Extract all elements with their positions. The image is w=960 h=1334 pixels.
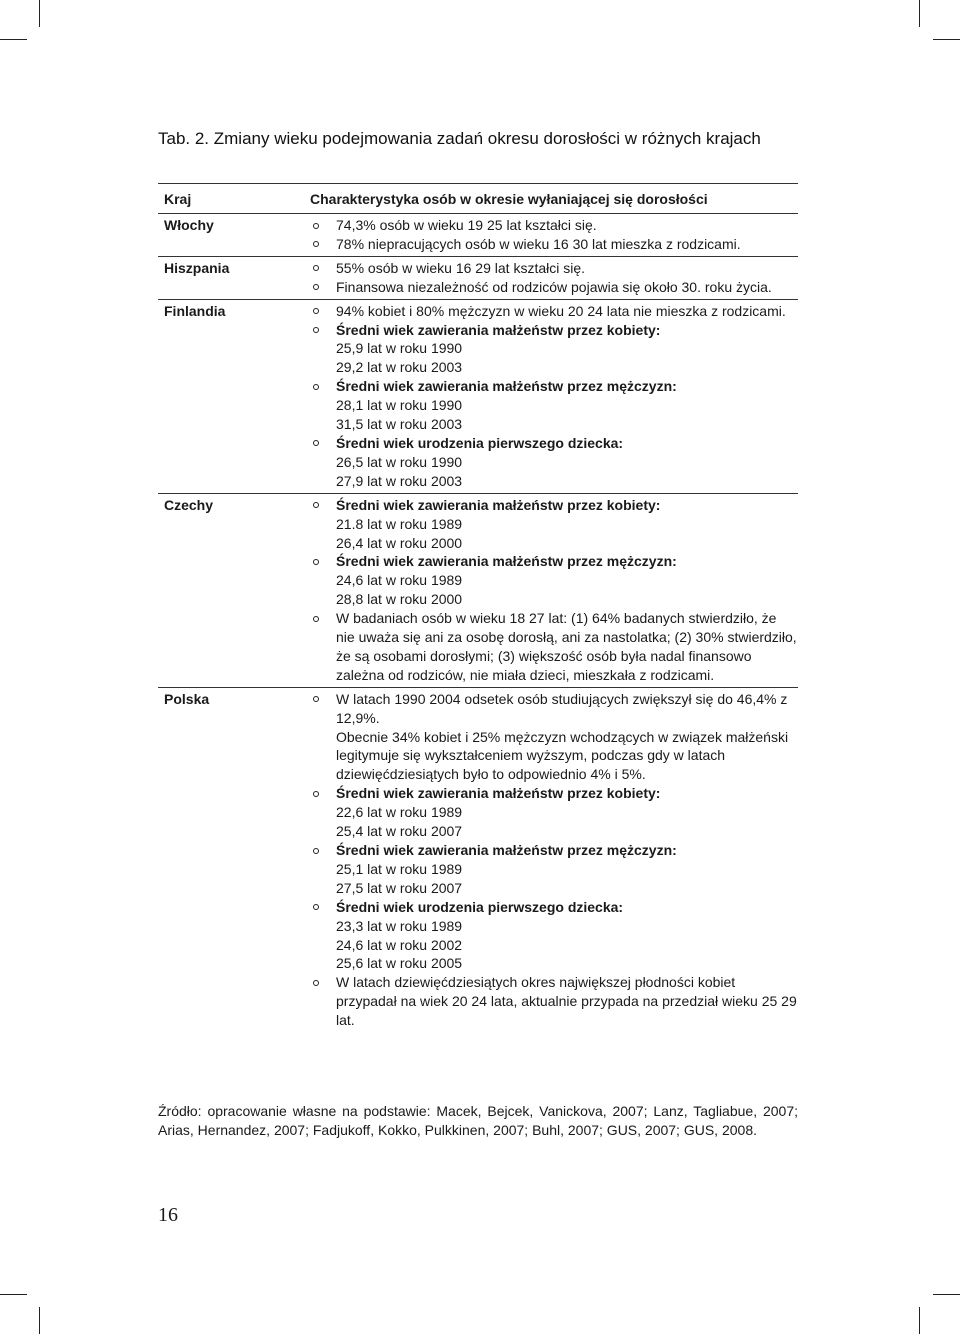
table-row (158, 493, 798, 687)
crop-mark (39, 0, 40, 27)
table-header (158, 183, 798, 214)
list-item (310, 784, 798, 841)
bullet-icon (313, 696, 319, 702)
item-line: 26,5 lat w roku 1990 (336, 453, 463, 470)
data-table (158, 183, 798, 1032)
bullet-icon (313, 327, 319, 333)
country-cell: Czechy (164, 496, 214, 513)
item-heading: Średni wiek zawierania małżeństw przez mężczyzn: (336, 378, 677, 395)
item-line: 21.8 lat w roku 1989 (336, 515, 463, 532)
table-row (158, 299, 798, 493)
list-item (310, 216, 798, 235)
characteristics-cell (310, 690, 798, 1030)
list-item (310, 259, 798, 278)
characteristics-cell (310, 496, 798, 685)
item-heading: Średni wiek zawierania małżeństw przez kobiety: (336, 321, 661, 338)
item-line: 25,6 lat w roku 2005 (336, 955, 463, 972)
list-item (310, 496, 798, 553)
item-text: W latach dziewięćdziesiątych okres największej płodności kobiet przypadał na wiek 20 24 lata, aktualnie przypada na przedział wieku 25 29 lat. (336, 974, 797, 1029)
list-item (310, 841, 798, 898)
item-text: W badaniach osób w wieku 18 27 lat: (1) 64% badanych stwierdziło, że nie uważa się ani za osobę dorosłą, ani za nastolatka; (2) 30% stwierdziło, że są osobami dorosłymi; (3) większość osób była nadal finansowo zależna od rodziców, nie miała dzieci, mieszkała z rodzicami. (336, 610, 797, 683)
bullet-icon (313, 904, 319, 910)
crop-mark (933, 39, 960, 40)
header-country: Kraj (164, 191, 192, 207)
list-item (310, 434, 798, 491)
list-item (310, 235, 798, 254)
table-row (158, 687, 798, 1032)
crop-mark (39, 1307, 40, 1334)
bullet-icon (313, 848, 319, 854)
header-characteristics: Charakterystyka osób w okresie wyłaniającej się dorosłości (310, 191, 708, 207)
item-line: 22,6 lat w roku 1989 (336, 804, 463, 821)
crop-mark (919, 1307, 920, 1334)
country-cell: Hiszpania (164, 259, 230, 276)
crop-mark (0, 1294, 27, 1295)
bullet-icon (313, 502, 319, 508)
bullet-list (310, 496, 798, 685)
crop-mark (919, 0, 920, 27)
bullet-list (310, 690, 798, 1030)
table-title: Tab. 2. Zmiany wieku podejmowania zadań okresu dorosłości w różnych krajach (158, 129, 761, 148)
bullet-icon (313, 384, 319, 390)
bullet-list (310, 302, 798, 491)
bullet-icon (313, 223, 319, 229)
item-text: 74,3% osób w wieku 19 25 lat kształci się. (336, 217, 597, 233)
source-note: Źródło: opracowanie własne na podstawie: Macek, Bejcek, Vanickova, 2007; Lanz, Tagliabue, 2007; Arias, Hernandez, 2007; Fadjukoff, Kokko, Pulkkinen, 2007; Buhl, 2007; GUS, 2007; GUS, 2008. (158, 1103, 798, 1138)
item-line: 24,6 lat w roku 2002 (336, 936, 463, 953)
item-text: 55% osób w wieku 16 29 lat kształci się. (336, 259, 586, 276)
item-heading: Średni wiek zawierania małżeństw przez mężczyzn: (336, 553, 677, 570)
characteristics-cell (310, 216, 798, 254)
item-heading: Średni wiek urodzenia pierwszego dziecka: (336, 898, 624, 915)
country-cell: Polska (164, 690, 210, 707)
item-line: 28,8 lat w roku 2000 (336, 591, 463, 608)
item-heading: Średni wiek zawierania małżeństw przez kobiety: (336, 785, 661, 802)
item-text: Finansowa niezależność od rodziców pojawia się około 30. roku życia. (336, 278, 772, 295)
bullet-icon (313, 284, 319, 290)
bullet-icon (313, 241, 319, 247)
item-line: 25,4 lat w roku 2007 (336, 823, 463, 840)
table-body (158, 214, 798, 1032)
item-line: 23,3 lat w roku 1989 (336, 917, 463, 934)
item-line: 28,1 lat w roku 1990 (336, 397, 463, 414)
item-line: 24,6 lat w roku 1989 (336, 572, 463, 589)
bullet-icon (313, 791, 319, 797)
item-line: Obecnie 34% kobiet i 25% mężczyzn wchodzących w związek małżeński legitymuje się wykształceniem wyższym, podczas gdy w latach dziewięćdziesiątych było to odpowiednio 4% i 5%. (336, 728, 789, 783)
item-text: W latach 1990 2004 odsetek osób studiujących zwiększył się do 46,4% z 12,9%. (336, 690, 788, 726)
item-text: 78% niepracujących osób w wieku 16 30 lat mieszka z rodzicami. (336, 235, 741, 252)
table-row (158, 214, 798, 256)
characteristics-cell (310, 259, 798, 297)
bullet-icon (313, 559, 319, 565)
item-heading: Średni wiek urodzenia pierwszego dziecka: (336, 434, 624, 451)
crop-mark (0, 39, 27, 40)
list-item (310, 321, 798, 378)
list-item (310, 552, 798, 609)
table-row (158, 256, 798, 299)
bullet-icon (313, 616, 319, 622)
bullet-icon (313, 980, 319, 986)
bullet-list (310, 216, 798, 254)
item-heading: Średni wiek zawierania małżeństw przez kobiety: (336, 496, 661, 513)
list-item (310, 973, 798, 1030)
item-line: 27,9 lat w roku 2003 (336, 472, 463, 489)
item-line: 25,1 lat w roku 1989 (336, 860, 463, 877)
item-line: 31,5 lat w roku 2003 (336, 416, 463, 433)
bullet-icon (313, 308, 319, 314)
page-number: 16 (158, 1204, 178, 1226)
item-heading: Średni wiek zawierania małżeństw przez mężczyzn: (336, 842, 677, 858)
item-text: 94% kobiet i 80% mężczyzn w wieku 20 24 lata nie mieszka z rodzicami. (336, 302, 786, 319)
country-cell: Finlandia (164, 302, 226, 319)
bullet-list (310, 259, 798, 297)
characteristics-cell (310, 302, 798, 491)
bullet-icon (313, 440, 319, 446)
list-item (310, 898, 798, 974)
list-item (310, 377, 798, 434)
item-line: 26,4 lat w roku 2000 (336, 534, 463, 551)
item-line: 29,2 lat w roku 2003 (336, 359, 463, 376)
list-item (310, 690, 798, 785)
list-item (310, 302, 798, 321)
list-item (310, 278, 798, 297)
list-item (310, 609, 798, 685)
country-cell: Włochy (164, 217, 214, 233)
item-line: 27,5 lat w roku 2007 (336, 879, 463, 896)
item-line: 25,9 lat w roku 1990 (336, 340, 463, 357)
bullet-icon (313, 265, 319, 271)
crop-mark (933, 1294, 960, 1295)
